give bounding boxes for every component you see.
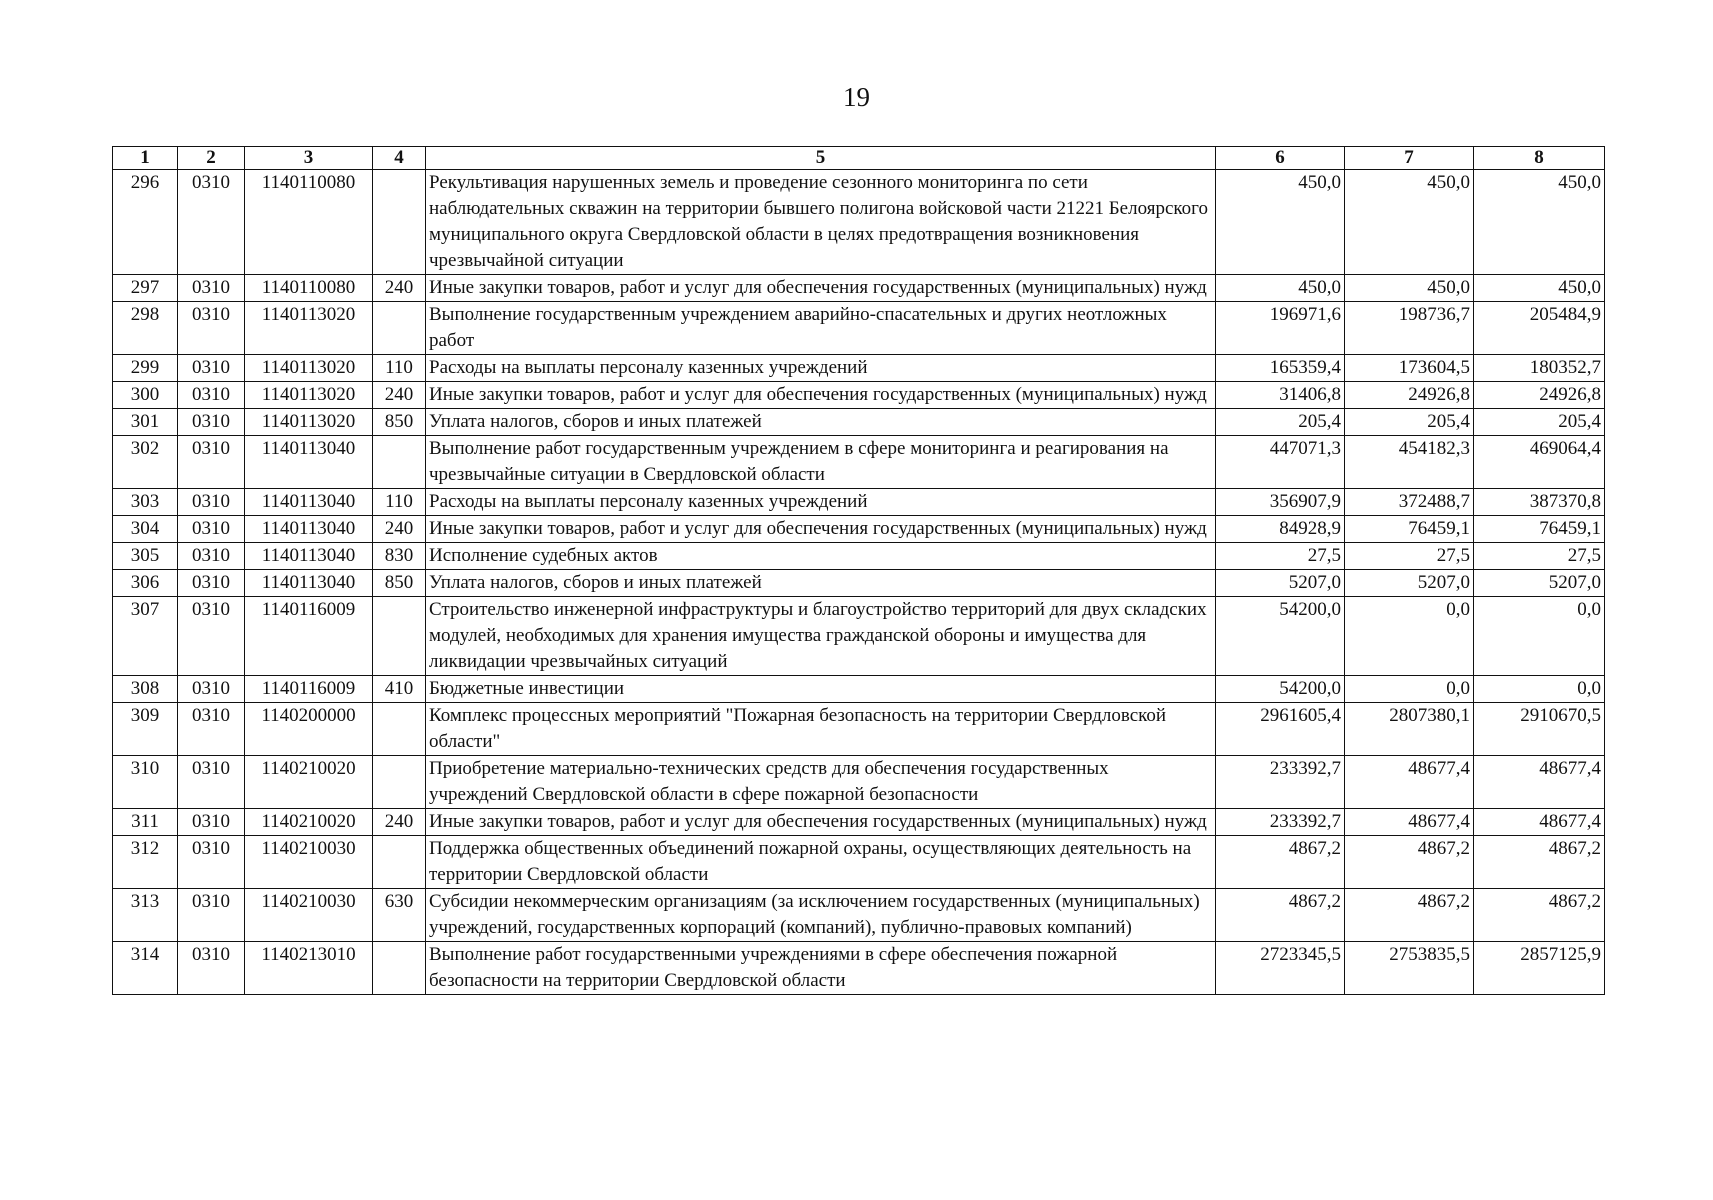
amount-col8-cell: 4867,2 xyxy=(1474,836,1605,889)
section-code-cell: 0310 xyxy=(178,703,245,756)
amount-col7-cell: 205,4 xyxy=(1345,409,1474,436)
table-row xyxy=(113,836,1605,889)
amount-col6-cell: 4867,2 xyxy=(1216,836,1345,889)
description-cell: Уплата налогов, сборов и иных платежей xyxy=(426,570,1216,597)
section-code-cell: 0310 xyxy=(178,597,245,676)
table-row xyxy=(113,516,1605,543)
amount-col7-cell: 2807380,1 xyxy=(1345,703,1474,756)
column-header: 1 xyxy=(113,147,178,170)
target-item-code-cell: 1140200000 xyxy=(245,703,373,756)
table-row xyxy=(113,809,1605,836)
amount-col8-cell: 5207,0 xyxy=(1474,570,1605,597)
amount-col7-cell: 198736,7 xyxy=(1345,302,1474,355)
target-item-code-cell: 1140210020 xyxy=(245,756,373,809)
amount-col7-cell: 48677,4 xyxy=(1345,756,1474,809)
expense-type-cell: 630 xyxy=(373,889,426,942)
amount-col8-cell: 205484,9 xyxy=(1474,302,1605,355)
column-header: 3 xyxy=(245,147,373,170)
column-header: 5 xyxy=(426,147,1216,170)
amount-col8-cell: 27,5 xyxy=(1474,543,1605,570)
expense-type-cell xyxy=(373,703,426,756)
target-item-code-cell: 1140110080 xyxy=(245,170,373,275)
section-code-cell: 0310 xyxy=(178,889,245,942)
description-cell: Приобретение материально-технических средств для обеспечения государственных учреждений Свердловской области в сфере пожарной безопасности xyxy=(426,756,1216,809)
amount-col8-cell: 76459,1 xyxy=(1474,516,1605,543)
table-row xyxy=(113,543,1605,570)
amount-col8-cell: 469064,4 xyxy=(1474,436,1605,489)
amount-col8-cell: 180352,7 xyxy=(1474,355,1605,382)
expense-type-cell xyxy=(373,942,426,995)
amount-col7-cell: 454182,3 xyxy=(1345,436,1474,489)
target-item-code-cell: 1140210030 xyxy=(245,889,373,942)
amount-col8-cell: 48677,4 xyxy=(1474,756,1605,809)
target-item-code-cell: 1140113020 xyxy=(245,409,373,436)
section-code-cell: 0310 xyxy=(178,809,245,836)
row-number-cell: 300 xyxy=(113,382,178,409)
amount-col6-cell: 356907,9 xyxy=(1216,489,1345,516)
amount-col8-cell: 450,0 xyxy=(1474,170,1605,275)
row-number-cell: 305 xyxy=(113,543,178,570)
table-row xyxy=(113,382,1605,409)
amount-col6-cell: 233392,7 xyxy=(1216,756,1345,809)
section-code-cell: 0310 xyxy=(178,942,245,995)
amount-col8-cell: 24926,8 xyxy=(1474,382,1605,409)
row-number-cell: 306 xyxy=(113,570,178,597)
section-code-cell: 0310 xyxy=(178,275,245,302)
amount-col7-cell: 5207,0 xyxy=(1345,570,1474,597)
table-row xyxy=(113,756,1605,809)
amount-col6-cell: 31406,8 xyxy=(1216,382,1345,409)
row-number-cell: 296 xyxy=(113,170,178,275)
table-row xyxy=(113,355,1605,382)
section-code-cell: 0310 xyxy=(178,516,245,543)
table-row xyxy=(113,170,1605,275)
row-number-cell: 299 xyxy=(113,355,178,382)
target-item-code-cell: 1140113020 xyxy=(245,355,373,382)
row-number-cell: 303 xyxy=(113,489,178,516)
description-cell: Поддержка общественных объединений пожарной охраны, осуществляющих деятельность на территории Свердловской области xyxy=(426,836,1216,889)
description-cell: Выполнение государственным учреждением аварийно-спасательных и других неотложных работ xyxy=(426,302,1216,355)
section-code-cell: 0310 xyxy=(178,489,245,516)
table-row xyxy=(113,489,1605,516)
budget-table xyxy=(112,146,1605,995)
amount-col7-cell: 48677,4 xyxy=(1345,809,1474,836)
amount-col6-cell: 54200,0 xyxy=(1216,597,1345,676)
column-header: 4 xyxy=(373,147,426,170)
target-item-code-cell: 1140113040 xyxy=(245,543,373,570)
description-cell: Расходы на выплаты персоналу казенных учреждений xyxy=(426,355,1216,382)
description-cell: Иные закупки товаров, работ и услуг для обеспечения государственных (муниципальных) нужд xyxy=(426,382,1216,409)
row-number-cell: 304 xyxy=(113,516,178,543)
expense-type-cell xyxy=(373,756,426,809)
amount-col7-cell: 372488,7 xyxy=(1345,489,1474,516)
section-code-cell: 0310 xyxy=(178,543,245,570)
table-row xyxy=(113,275,1605,302)
amount-col7-cell: 450,0 xyxy=(1345,170,1474,275)
description-cell: Иные закупки товаров, работ и услуг для обеспечения государственных (муниципальных) нужд xyxy=(426,516,1216,543)
expense-type-cell xyxy=(373,302,426,355)
table-row xyxy=(113,436,1605,489)
target-item-code-cell: 1140113020 xyxy=(245,382,373,409)
amount-col6-cell: 165359,4 xyxy=(1216,355,1345,382)
amount-col8-cell: 205,4 xyxy=(1474,409,1605,436)
amount-col6-cell: 233392,7 xyxy=(1216,809,1345,836)
column-header: 8 xyxy=(1474,147,1605,170)
section-code-cell: 0310 xyxy=(178,836,245,889)
target-item-code-cell: 1140110080 xyxy=(245,275,373,302)
amount-col8-cell: 48677,4 xyxy=(1474,809,1605,836)
amount-col6-cell: 27,5 xyxy=(1216,543,1345,570)
amount-col7-cell: 76459,1 xyxy=(1345,516,1474,543)
amount-col6-cell: 2723345,5 xyxy=(1216,942,1345,995)
amount-col6-cell: 450,0 xyxy=(1216,275,1345,302)
amount-col6-cell: 54200,0 xyxy=(1216,676,1345,703)
target-item-code-cell: 1140113020 xyxy=(245,302,373,355)
column-header: 2 xyxy=(178,147,245,170)
amount-col6-cell: 447071,3 xyxy=(1216,436,1345,489)
expense-type-cell xyxy=(373,836,426,889)
section-code-cell: 0310 xyxy=(178,170,245,275)
amount-col6-cell: 205,4 xyxy=(1216,409,1345,436)
amount-col7-cell: 24926,8 xyxy=(1345,382,1474,409)
expense-type-cell: 110 xyxy=(373,489,426,516)
amount-col6-cell: 196971,6 xyxy=(1216,302,1345,355)
expense-type-cell xyxy=(373,597,426,676)
amount-col8-cell: 2857125,9 xyxy=(1474,942,1605,995)
amount-col8-cell: 450,0 xyxy=(1474,275,1605,302)
expense-type-cell: 240 xyxy=(373,275,426,302)
amount-col8-cell: 0,0 xyxy=(1474,597,1605,676)
row-number-cell: 301 xyxy=(113,409,178,436)
section-code-cell: 0310 xyxy=(178,409,245,436)
table-row xyxy=(113,409,1605,436)
amount-col8-cell: 2910670,5 xyxy=(1474,703,1605,756)
description-cell: Расходы на выплаты персоналу казенных учреждений xyxy=(426,489,1216,516)
table-row xyxy=(113,597,1605,676)
amount-col6-cell: 450,0 xyxy=(1216,170,1345,275)
table-row xyxy=(113,676,1605,703)
amount-col7-cell: 173604,5 xyxy=(1345,355,1474,382)
row-number-cell: 312 xyxy=(113,836,178,889)
expense-type-cell: 240 xyxy=(373,516,426,543)
expense-type-cell: 850 xyxy=(373,409,426,436)
description-cell: Рекультивация нарушенных земель и проведение сезонного мониторинга по сети наблюдательных скважин на территории бывшего полигона войсковой части 21221 Белоярского муниципального округа Свердловской области в целях предотвращения возникновения чрезвычайной ситуации xyxy=(426,170,1216,275)
target-item-code-cell: 1140210030 xyxy=(245,836,373,889)
table-row xyxy=(113,302,1605,355)
table-row xyxy=(113,889,1605,942)
table-row xyxy=(113,942,1605,995)
amount-col7-cell: 4867,2 xyxy=(1345,889,1474,942)
amount-col7-cell: 4867,2 xyxy=(1345,836,1474,889)
row-number-cell: 310 xyxy=(113,756,178,809)
description-cell: Строительство инженерной инфраструктуры и благоустройство территорий для двух складских модулей, необходимых для хранения имущества гражданской обороны и имущества для ликвидации чрезвычайных ситуаций xyxy=(426,597,1216,676)
row-number-cell: 311 xyxy=(113,809,178,836)
section-code-cell: 0310 xyxy=(178,355,245,382)
column-header: 6 xyxy=(1216,147,1345,170)
amount-col7-cell: 27,5 xyxy=(1345,543,1474,570)
row-number-cell: 314 xyxy=(113,942,178,995)
expense-type-cell: 240 xyxy=(373,809,426,836)
target-item-code-cell: 1140113040 xyxy=(245,570,373,597)
description-cell: Иные закупки товаров, работ и услуг для обеспечения государственных (муниципальных) нужд xyxy=(426,809,1216,836)
description-cell: Иные закупки товаров, работ и услуг для обеспечения государственных (муниципальных) нужд xyxy=(426,275,1216,302)
amount-col8-cell: 387370,8 xyxy=(1474,489,1605,516)
amount-col8-cell: 0,0 xyxy=(1474,676,1605,703)
description-cell: Бюджетные инвестиции xyxy=(426,676,1216,703)
target-item-code-cell: 1140213010 xyxy=(245,942,373,995)
row-number-cell: 308 xyxy=(113,676,178,703)
section-code-cell: 0310 xyxy=(178,382,245,409)
target-item-code-cell: 1140113040 xyxy=(245,516,373,543)
target-item-code-cell: 1140113040 xyxy=(245,489,373,516)
amount-col6-cell: 2961605,4 xyxy=(1216,703,1345,756)
amount-col6-cell: 5207,0 xyxy=(1216,570,1345,597)
amount-col6-cell: 84928,9 xyxy=(1216,516,1345,543)
description-cell: Выполнение работ государственным учреждением в сфере мониторинга и реагирования на чрезвычайные ситуации в Свердловской области xyxy=(426,436,1216,489)
row-number-cell: 309 xyxy=(113,703,178,756)
amount-col7-cell: 0,0 xyxy=(1345,597,1474,676)
section-code-cell: 0310 xyxy=(178,676,245,703)
expense-type-cell: 110 xyxy=(373,355,426,382)
amount-col7-cell: 450,0 xyxy=(1345,275,1474,302)
target-item-code-cell: 1140116009 xyxy=(245,597,373,676)
section-code-cell: 0310 xyxy=(178,756,245,809)
table-row xyxy=(113,570,1605,597)
section-code-cell: 0310 xyxy=(178,302,245,355)
row-number-cell: 298 xyxy=(113,302,178,355)
row-number-cell: 297 xyxy=(113,275,178,302)
section-code-cell: 0310 xyxy=(178,570,245,597)
row-number-cell: 302 xyxy=(113,436,178,489)
row-number-cell: 307 xyxy=(113,597,178,676)
expense-type-cell: 410 xyxy=(373,676,426,703)
amount-col6-cell: 4867,2 xyxy=(1216,889,1345,942)
description-cell: Выполнение работ государственными учреждениями в сфере обеспечения пожарной безопасности на территории Свердловской области xyxy=(426,942,1216,995)
description-cell: Уплата налогов, сборов и иных платежей xyxy=(426,409,1216,436)
expense-type-cell xyxy=(373,170,426,275)
description-cell: Субсидии некоммерческим организациям (за исключением государственных (муниципальных) учреждений, государственных корпораций (компаний), публично-правовых компаний) xyxy=(426,889,1216,942)
expense-type-cell: 830 xyxy=(373,543,426,570)
column-header: 7 xyxy=(1345,147,1474,170)
expense-type-cell: 850 xyxy=(373,570,426,597)
header-row xyxy=(113,147,1605,170)
page-number: 19 xyxy=(843,82,870,112)
section-code-cell: 0310 xyxy=(178,436,245,489)
row-number-cell: 313 xyxy=(113,889,178,942)
target-item-code-cell: 1140113040 xyxy=(245,436,373,489)
amount-col8-cell: 4867,2 xyxy=(1474,889,1605,942)
expense-type-cell: 240 xyxy=(373,382,426,409)
description-cell: Комплекс процессных мероприятий "Пожарная безопасность на территории Свердловской области" xyxy=(426,703,1216,756)
target-item-code-cell: 1140116009 xyxy=(245,676,373,703)
expense-type-cell xyxy=(373,436,426,489)
description-cell: Исполнение судебных актов xyxy=(426,543,1216,570)
amount-col7-cell: 2753835,5 xyxy=(1345,942,1474,995)
target-item-code-cell: 1140210020 xyxy=(245,809,373,836)
table-row xyxy=(113,703,1605,756)
amount-col7-cell: 0,0 xyxy=(1345,676,1474,703)
